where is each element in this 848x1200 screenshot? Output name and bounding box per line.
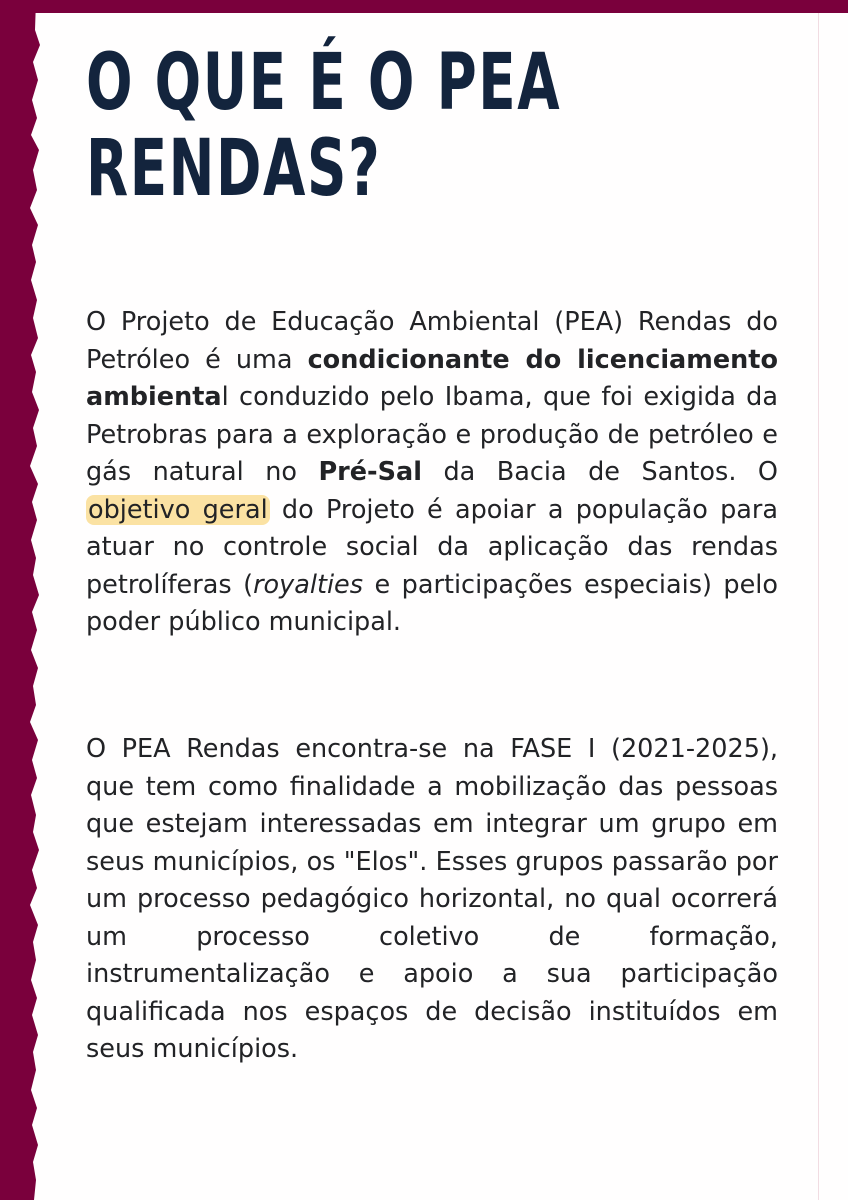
intro-bold-licenciamento: condicionante do licenciamento ambienta (86, 344, 778, 412)
intro-text-4: do Projeto é apoiar a população para atuar no controle social da aplicação das rendas petrolíferas ( (86, 494, 779, 600)
top-border-band (0, 0, 848, 13)
intro-text-3: da Bacia de Santos. O (421, 457, 778, 487)
highlight-objetivo-geral: objetivo geral (88, 494, 268, 525)
intro-text-5: e participações especiais) pelo poder público municipal. (86, 569, 778, 637)
intro-paragraph (86, 304, 778, 642)
right-margin-line (818, 13, 819, 1200)
torn-paper-left-border (0, 0, 60, 1200)
intro-bold-pre-sal: Pré-Sal (318, 457, 422, 487)
phase-paragraph: O PEA Rendas encontra-se na FASE I (2021-2025), que tem como finalidade a mobilização das pessoas que estejam interessadas em integrar um grupo em seus municípios, os "Elos". Esses grupos passarão por um processo pedagógico horizontal, no qual ocorrerá um processo coletivo de formação, instrumentalização e apoio a sua participação qualificada nos espaços de decisão instituídos em seus municípios. (86, 734, 778, 1064)
intro-text-1: O Projeto de Educação Ambiental (PEA) Rendas do Petróleo é uma (86, 307, 778, 375)
intro-text-2: l conduzido pelo Ibama, que foi exigida da Petrobras para a exploração e produção de petróleo e gás natural no (86, 382, 778, 487)
intro-italic-royalties: royalties (253, 569, 364, 600)
page-title: O QUE É O PEA RENDAS? (86, 38, 562, 214)
